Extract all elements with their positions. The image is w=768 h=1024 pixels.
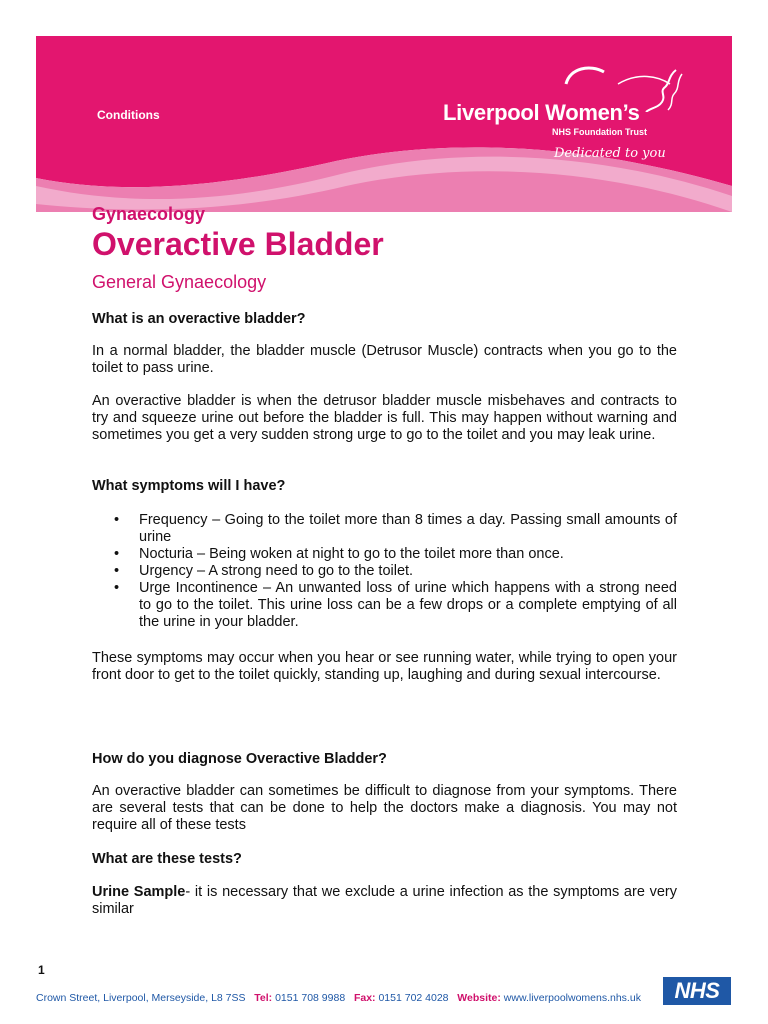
paragraph-overactive-definition: An overactive bladder is when the detrusor bladder muscle misbehaves and contracts to try and squeeze urine out before the bladder is full. This may happen without warning and sometimes you get a very sudden strong urge to go to the toilet and you may leak urine. bbox=[92, 393, 677, 443]
heading-tests: What are these tests? bbox=[92, 851, 242, 867]
paragraph-triggers: These symptoms may occur when you hear or see running water, while trying to open your front door to get to the toilet quickly, standing up, laughing and during sexual intercourse. bbox=[92, 650, 677, 683]
tel-label: Tel: bbox=[254, 992, 273, 1004]
list-item bbox=[92, 580, 677, 631]
doc-category: Gynaecology bbox=[92, 204, 206, 224]
doc-subtitle: General Gynaecology bbox=[92, 272, 267, 292]
symptom-list bbox=[92, 512, 677, 631]
tel-number: 0151 708 9988 bbox=[275, 992, 346, 1004]
paragraph-urine-sample bbox=[92, 884, 677, 918]
footer-contact bbox=[36, 992, 641, 1004]
bullet-icon: • bbox=[114, 580, 120, 596]
list-item bbox=[92, 512, 677, 546]
paragraph-normal-bladder: In a normal bladder, the bladder muscle (Detrusor Muscle) contracts when you go to the toilet to pass urine. bbox=[92, 343, 677, 376]
urine-sample-label: Urine Sample bbox=[92, 884, 186, 900]
fax-number: 0151 702 4028 bbox=[378, 992, 449, 1004]
urine-sample-text: - it is necessary that we exclude a urine infection as the symptoms are very similar bbox=[92, 884, 678, 917]
symptom-nocturia: Nocturia – Being woken at night to go to the toilet more than once. bbox=[139, 546, 564, 562]
heading-diagnose: How do you diagnose Overactive Bladder? bbox=[92, 751, 387, 767]
website-label: Website: bbox=[457, 992, 501, 1004]
symptom-urgency: Urgency – A strong need to go to the toilet. bbox=[139, 563, 414, 579]
symptom-frequency: Frequency – Going to the toilet more than 8 times a day. Passing small amounts of urine bbox=[139, 512, 677, 545]
list-item bbox=[92, 563, 677, 580]
heading-what-is: What is an overactive bladder? bbox=[92, 311, 306, 327]
bullet-icon: • bbox=[114, 563, 120, 579]
heading-symptoms: What symptoms will I have? bbox=[92, 478, 286, 494]
nhs-logo: NHS bbox=[663, 977, 731, 1005]
fax-label: Fax: bbox=[353, 992, 376, 1004]
website-link[interactable]: www.liverpoolwomens.nhs.uk bbox=[503, 992, 641, 1004]
page-title: Overactive Bladder bbox=[92, 226, 384, 262]
list-item bbox=[92, 546, 677, 563]
page-number: 1 bbox=[38, 963, 45, 977]
symptom-urge-incontinence: Urge Incontinence – An unwanted loss of urine which happens with a strong need to go to the toilet. This urine loss can be a few drops or a complete emptying of all the urine in your bladder. bbox=[139, 580, 677, 630]
section-label: Conditions bbox=[97, 108, 160, 122]
footer-address: Crown Street, Liverpool, Merseyside, L8 7SS bbox=[36, 992, 246, 1004]
org-name: Liverpool Women’s bbox=[443, 100, 640, 125]
tagline: Dedicated to you bbox=[554, 146, 666, 161]
trust-name: NHS Foundation Trust bbox=[552, 127, 647, 137]
paragraph-diagnosis: An overactive bladder can sometimes be difficult to diagnose from your symptoms. There are several tests that can be done to help the doctors make a diagnosis. You may not require all of these tests bbox=[92, 783, 677, 833]
bullet-icon: • bbox=[114, 512, 120, 528]
bullet-icon: • bbox=[114, 546, 120, 562]
org-logo bbox=[440, 62, 705, 172]
